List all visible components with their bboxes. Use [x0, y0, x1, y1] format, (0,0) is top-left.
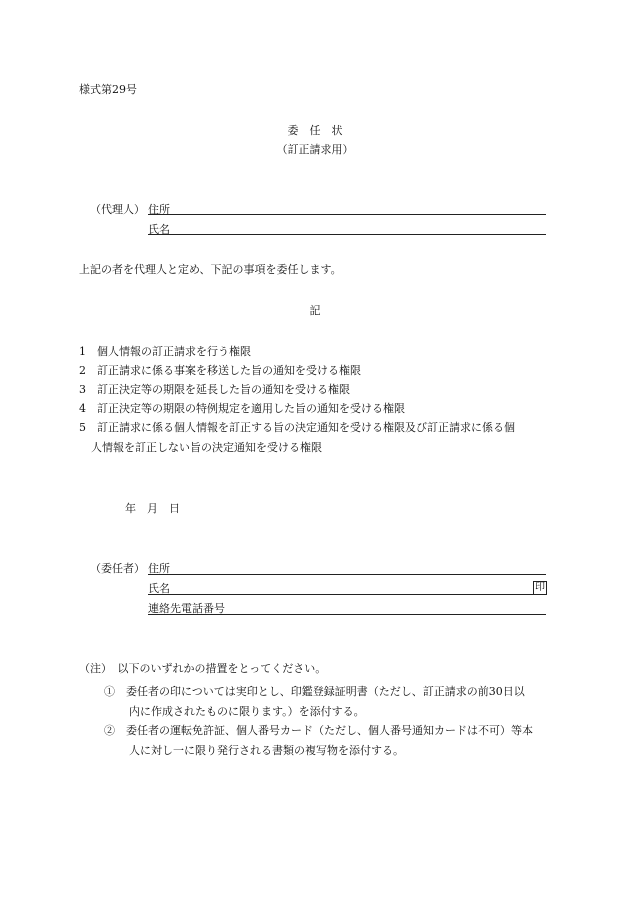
item-number: 2	[79, 364, 86, 377]
form-number: 様式第29号	[79, 83, 137, 96]
ki-heading: 記	[309, 304, 321, 317]
list-item	[79, 345, 251, 358]
item-text: 訂正決定等の期限を延長した旨の通知を受ける権限	[97, 383, 350, 396]
principal-address-line[interactable]	[148, 574, 546, 575]
item-text: 訂正請求に係る個人情報を訂正する旨の決定通知を受ける権限及び訂正請求に係る個	[97, 421, 515, 434]
note-1-line-1: ① 委任者の印については実印とし、印鑑登録証明書（ただし、訂正請求の前30日以	[104, 685, 525, 698]
list-item	[79, 383, 350, 396]
item-number: 3	[79, 383, 86, 396]
agent-name-line[interactable]	[148, 234, 546, 235]
item-text: 訂正請求に係る事案を移送した旨の通知を受ける権限	[97, 364, 361, 377]
note-2-line-2: 人に対し一に限り発行される書類の複写物を添付する。	[129, 744, 404, 757]
document-title: 委 任 状	[287, 124, 343, 137]
note-2-line-1: ② 委任者の運転免許証、個人番号カード（ただし、個人番号通知カードは不可）等本	[104, 724, 533, 737]
delegation-statement: 上記の者を代理人と定め、下記の事項を委任します。	[79, 263, 342, 276]
principal-name-label: 氏名	[148, 582, 170, 595]
list-item	[79, 402, 405, 415]
seal-mark: 印	[535, 582, 545, 593]
date-line[interactable]: 年 月 日	[125, 502, 180, 515]
agent-address-line[interactable]	[148, 214, 546, 215]
notes-header: （注） 以下のいずれかの措置をとってください。	[79, 662, 327, 675]
item-text: 訂正決定等の期限の特例規定を適用した旨の通知を受ける権限	[97, 402, 405, 415]
agent-name-label: 氏名	[148, 223, 170, 236]
item-number: 5	[79, 421, 86, 434]
item-number: 4	[79, 402, 86, 415]
agent-label: （代理人）	[90, 203, 145, 216]
agent-address-label: 住所	[148, 203, 170, 216]
principal-phone-line[interactable]	[148, 614, 546, 615]
principal-label: （委任者）	[90, 562, 145, 575]
note-1-line-2: 内に作成されたものに限ります。）を添付する。	[129, 705, 365, 718]
principal-address-label: 住所	[148, 562, 170, 575]
list-item	[79, 364, 361, 377]
document-subtitle: （訂正請求用）	[276, 143, 354, 156]
principal-name-line[interactable]	[148, 594, 546, 595]
item-number: 1	[79, 345, 86, 358]
principal-phone-label: 連絡先電話番号	[148, 602, 225, 615]
list-item	[79, 421, 515, 434]
item-text: 個人情報の訂正請求を行う権限	[97, 345, 251, 358]
item-text-continuation: 人情報を訂正しない旨の決定通知を受ける権限	[91, 441, 322, 454]
